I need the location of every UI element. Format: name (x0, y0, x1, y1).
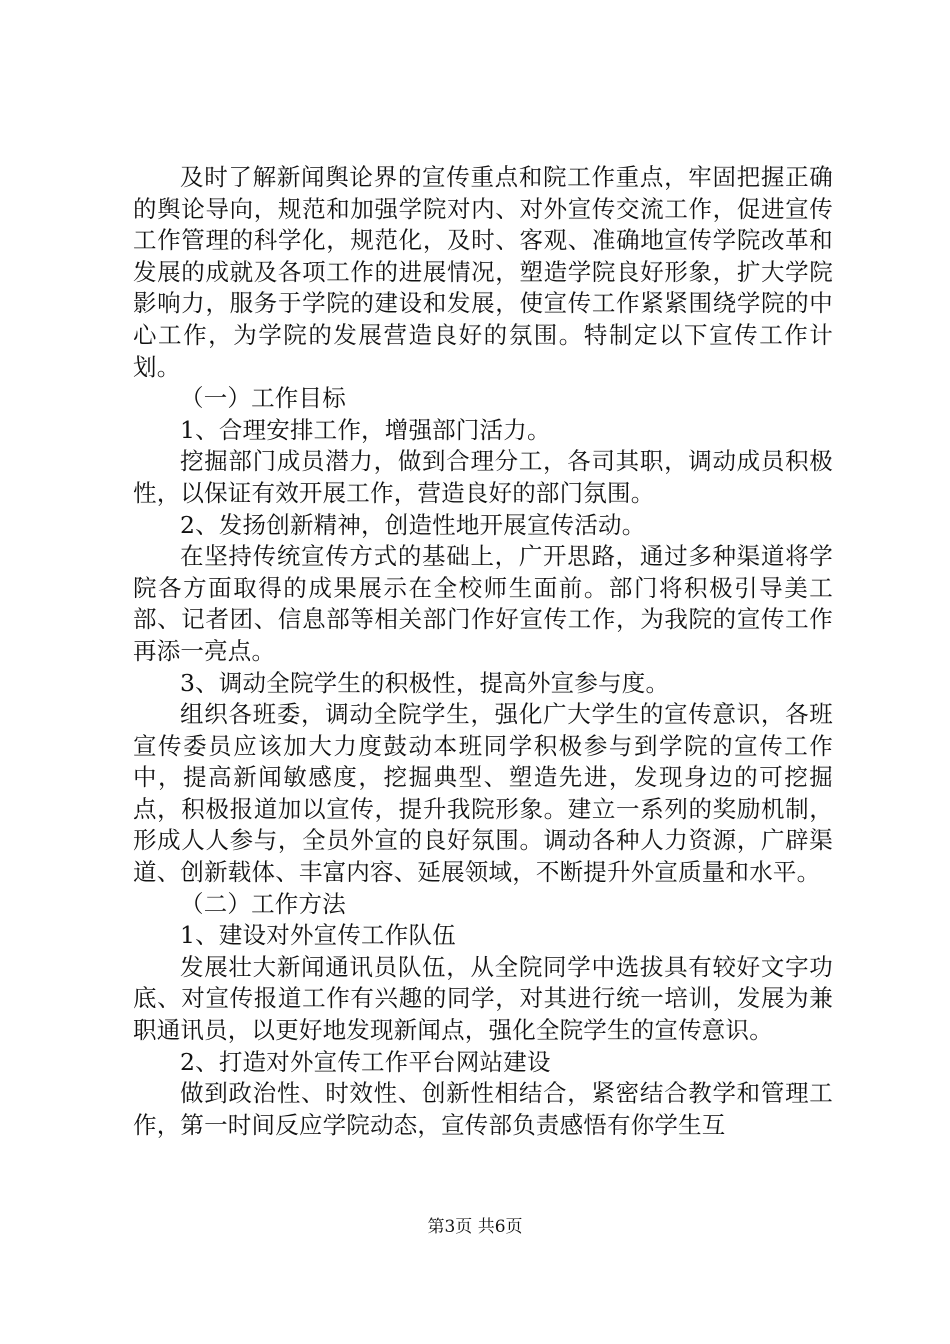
document-body (133, 162, 833, 1141)
goal-1-title: 1、合理安排工作，增强部门活力。 (180, 415, 551, 444)
goal-1-body: 挖掘部门成员潜力，做到合理分工，各司其职，调动成员积极性，以保证有效开展工作，营造良好的部门氛围。 (133, 447, 833, 507)
goal-2-title: 2、发扬创新精神，创造性地开展宣传活动。 (180, 510, 646, 539)
section-heading-methods: （二）工作方法 (180, 889, 346, 918)
intro-paragraph: 及时了解新闻舆论界的宣传重点和院工作重点，牢固把握正确的舆论导向，规范和加强学院对内、对外宣传交流工作，促进宣传工作管理的科学化，规范化，及时、客观、准确地宣传学院改革和发展的成就及各项工作的进展情况，塑造学院良好形象，扩大学院影响力，服务于学院的建设和发展，使宣传工作紧紧围绕学院的中心工作，为学院的发展营造良好的氛围。特制定以下宣传工作计划。 (133, 163, 833, 381)
method-2-body: 做到政治性、时效性、创新性相结合，紧密结合教学和管理工作，第一时间反应学院动态，宣传部负责感悟有你学生互 (133, 1079, 833, 1139)
page-number-footer: 第3页 共6页 (427, 1217, 523, 1237)
section-heading-goals: （一）工作目标 (180, 384, 346, 413)
method-1-title: 1、建设对外宣传工作队伍 (180, 921, 456, 950)
goal-3-title: 3、调动全院学生的积极性，提高外宣参与度。 (180, 668, 670, 697)
method-1-body: 发展壮大新闻通讯员队伍，从全院同学中选拔具有较好文字功底、对宣传报道工作有兴趣的同学，对其进行统一培训，发展为兼职通讯员，以更好地发现新闻点，强化全院学生的宣传意识。 (133, 952, 833, 1045)
goal-2-body: 在坚持传统宣传方式的基础上，广开思路，通过多种渠道将学院各方面取得的成果展示在全校师生面前。部门将积极引导美工部、记者团、信息部等相关部门作好宣传工作，为我院的宣传工作再添一亮点。 (133, 542, 833, 665)
goal-3-body: 组织各班委，调动全院学生，强化广大学生的宣传意识，各班宣传委员应该加大力度鼓动本班同学积极参与到学院的宣传工作中，提高新闻敏感度，挖掘典型、塑造先进，发现身边的可挖掘点，积极报道加以宣传，提升我院形象。建立一系列的奖励机制，形成人人参与，全员外宣的良好氛围。调动各种人力资源，广辟渠道、创新载体、丰富内容、延展领域，不断提升外宣质量和水平。 (133, 700, 833, 887)
method-2-title: 2、打造对外宣传工作平台网站建设 (180, 1047, 551, 1076)
